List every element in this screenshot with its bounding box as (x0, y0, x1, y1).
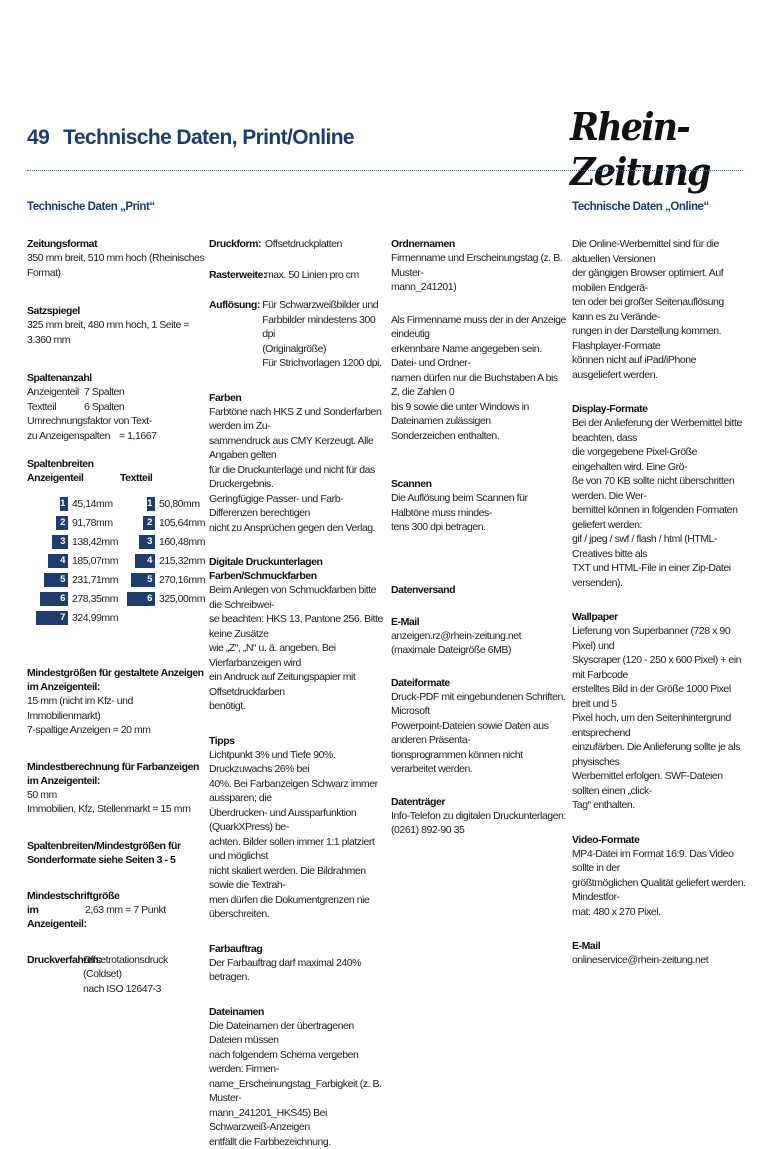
digitale-line: wie „Z“, „N“ u. ä. angeben. Bei Vierfarbanzeigen wird (209, 641, 384, 670)
anzeigenteil-width-block: 5 (44, 573, 68, 587)
farben-line: für die Druckunterlage und nicht für das Druckergebnis. (209, 463, 384, 492)
anzeigenteil-width-value: 231,71mm (72, 573, 118, 587)
textteil-header: Textteil (120, 471, 152, 485)
mindestgroessen-label-2: im Anzeigenteil: (27, 680, 207, 694)
sonderformate-label: Spaltenbreiten/Mindestgrößen für (27, 839, 207, 853)
spalten-row-key: Anzeigenteil (27, 385, 84, 400)
aufloesung-line: (Originalgröße) (262, 342, 384, 357)
anzeigenteil-width-value: 91,78mm (72, 516, 113, 530)
mindestgroessen-line: 7-spaltige Anzeigen = 20 mm (27, 723, 207, 738)
wallpaper-line: Lieferung von Superbanner (728 x 90 Pixel) und (572, 624, 747, 653)
spalten-row-key: Textteil (27, 400, 84, 415)
ordnernamen-note: namen dürfen nur die Buchstaben A bis Z, die Zahlen 0 (391, 371, 566, 400)
textteil-width-value: 215,32mm (159, 554, 205, 568)
wallpaper-label: Wallpaper (572, 610, 747, 624)
header-divider (27, 170, 743, 171)
video-line: MP4-Datei im Format 16:9. Das Video sollte in der (572, 847, 747, 876)
textteil-width-block: 1 (147, 497, 155, 511)
farbauftrag-line: Der Farbauftrag darf maximal 240% betragen. (209, 956, 384, 985)
online-intro-line: Die Online-Werbemittel sind für die aktuellen Versionen (572, 237, 747, 266)
ordnernamen-note: bis 9 sowie die unter Windows in Dateinamen zulässigen (391, 400, 566, 429)
aufloesung-line: Für Schwarzweißbilder und (262, 298, 384, 313)
online-email-address[interactable]: onlineservice@rhein-zeitung.net (572, 953, 747, 968)
tipps-line: 40%. Bei Farbanzeigen Schwarz immer aussparen; die (209, 777, 384, 806)
farbanzeigen-line: 50 mm (27, 788, 207, 803)
scannen-label: Scannen (391, 477, 566, 491)
video-line: mat: 480 x 270 Pixel. (572, 905, 747, 920)
textteil-width-block: 4 (135, 554, 155, 568)
display-line: TXT und HTML-File in einer Zip-Datei versenden). (572, 561, 747, 590)
aufloesung-label: Auflösung: (209, 298, 262, 371)
textteil-width-value: 160,48mm (159, 535, 205, 549)
farbauftrag-label: Farbauftrag (209, 942, 384, 956)
zeitungsformat-label: Zeitungsformat (27, 237, 207, 251)
tipps-line: men dürfen die Dokumentgrenzen nie überschreiten. (209, 893, 384, 922)
farben-label: Farben (209, 391, 384, 405)
dateiformate-line: Druck-PDF mit eingebundenen Schriften. Microsoft (391, 690, 566, 719)
wallpaper-line: erstelltes Bild in der Größe 1000 Pixel breit und 5 (572, 682, 747, 711)
dateiformate-line: Powerpoint-Dateien sowie Daten aus anderen Präsenta- (391, 719, 566, 748)
email-address[interactable]: anzeigen.rz@rhein-zeitung.net (391, 629, 566, 644)
farbanzeigen-line: Immobilien, Kfz, Stellenmarkt = 15 mm (27, 802, 207, 817)
ordnernamen-note: erkennbare Name angegeben sein. Datei- und Ordner- (391, 342, 566, 371)
anzeigenteil-width-block: 4 (48, 554, 68, 568)
factor-label-2: zu Anzeigenspalten (27, 429, 119, 444)
textteil-width-block: 2 (143, 516, 155, 530)
datentraeger-label: Datenträger (391, 795, 566, 809)
ordnernamen-label: Ordnernamen (391, 237, 566, 251)
druckverfahren-label: Druckverfahren: (27, 953, 83, 982)
scannen-line: Die Auflösung beim Scannen für Halbtöne muss mindes- (391, 491, 566, 520)
dateinamen-label: Dateinamen (209, 1005, 384, 1019)
anzeigenteil-width-value: 45,14mm (72, 497, 113, 511)
email-label: E-Mail (391, 615, 566, 629)
wallpaper-line: Skyscraper (120 - 250 x 600 Pixel) + ein mit Farbcode (572, 653, 747, 682)
farbanzeigen-label: Mindestberechnung für Farbanzeigen (27, 760, 207, 774)
anzeigenteil-width-value: 185,07mm (72, 554, 118, 568)
tipps-line: Lichtpunkt 3% und Tiefe 90%. Druckzuwachs 26% bei (209, 748, 384, 777)
dateiformate-label: Dateiformate (391, 676, 566, 690)
online-intro-line: können nicht auf iPad/iPhone ausgeliefert werden. (572, 353, 747, 382)
aufloesung-line: Farbbilder mindestens 300 dpi (262, 313, 384, 342)
print-column-3 (391, 237, 566, 838)
scannen-line: tens 300 dpi betragen. (391, 520, 566, 535)
digitale-line: ein Andruck auf Zeitungspapier mit Offsetdruckfarben (209, 670, 384, 699)
dateinamen-line: nach folgendem Schema vergeben werden: Firmen- (209, 1048, 384, 1077)
ordnernamen-line: mann_241201) (391, 280, 566, 295)
digitale-line: benötigt. (209, 699, 384, 714)
dateinamen-line: entfällt die Farbbezeichnung. (209, 1135, 384, 1149)
ordnernamen-note: Als Firmenname muss der in der Anzeige eindeutig (391, 313, 566, 342)
datenversand-label: Datenversand (391, 583, 566, 597)
display-line: Bei der Anlieferung der Werbemittel bitte beachten, dass (572, 416, 747, 445)
anzeigenteil-width-block: 1 (60, 497, 68, 511)
rhein-zeitung-logo: Rhein-Zeitung (570, 104, 754, 194)
farben-line: nicht zu Ansprüchen gegen den Verlag. (209, 521, 384, 536)
farbanzeigen-label-2: im Anzeigenteil: (27, 774, 207, 788)
mindestgroessen-label: Mindestgrößen für gestaltete Anzeigen (27, 666, 207, 680)
online-intro-line: rungen in der Darstellung kommen. Flashplayer-Formate (572, 324, 747, 353)
textteil-width-value: 325,00mm (159, 592, 205, 606)
page-number: 49 (27, 126, 49, 149)
video-line: größtmöglichen Qualität geliefert werden. Mindestfor- (572, 876, 747, 905)
factor-label: Umrechnungsfaktor von Text- (27, 414, 207, 429)
print-column-2 (209, 237, 384, 1149)
zeitungsformat-text: 350 mm breit, 510 mm hoch (Rheinisches Format) (27, 251, 207, 280)
ordnernamen-note: Sonderzeichen enthalten. (391, 429, 566, 444)
spalten-row-value: 7 Spalten (84, 385, 124, 400)
display-line: ße von 70 KB sollte nicht überschritten werden. Die Wer- (572, 474, 747, 503)
schrift-label-2: im Anzeigenteil: (27, 903, 85, 931)
farben-line: Farbtöne nach HKS Z und Sonderfarben werden im Zu- (209, 405, 384, 434)
datentraeger-phone: (0261) 892-90 35 (391, 823, 566, 838)
wallpaper-line: einzufärben. Die Anlieferung sollte je als physisches (572, 740, 747, 769)
textteil-width-value: 50,80mm (159, 497, 200, 511)
anzeigenteil-width-block: 7 (36, 611, 68, 625)
schrift-value: 2,63 mm = 7 Punkt (85, 903, 166, 931)
factor-value: = 1,1667 (119, 429, 157, 444)
digitale-line: se beachten: HKS 13, Pantone 256. Bitte keine Zusätze (209, 612, 384, 641)
spalten-row-value: 6 Spalten (84, 400, 124, 415)
tipps-line: nicht skaliert werden. Die Bildrahmen sowie die Textrah- (209, 864, 384, 893)
dateinamen-line: Die Dateinamen der übertragenen Dateien müssen (209, 1019, 384, 1048)
spaltenanzahl-label: Spaltenanzahl (27, 371, 207, 385)
rasterweite-value: max. 50 Linien pro cm (265, 268, 359, 283)
display-formate-label: Display-Formate (572, 402, 747, 416)
digitale-line: Beim Anlegen von Schmuckfarben bitte die Schreibwei- (209, 583, 384, 612)
textteil-width-block: 6 (127, 592, 155, 606)
print-section-title: Technische Daten „Print“ (27, 201, 155, 213)
anzeigenteil-width-block: 6 (40, 592, 68, 606)
schrift-label: Mindestschriftgröße (27, 889, 207, 903)
datentraeger-line: Info-Telefon zu digitalen Druckunterlagen: (391, 809, 566, 824)
spaltenbreiten-label: Spaltenbreiten (27, 457, 207, 471)
druckverfahren-line: Offsetrotationsdruck (Coldset) (83, 953, 207, 982)
print-column-1-lower (27, 666, 207, 996)
mindestgroessen-line: 15 mm (nicht im Kfz- und Immobilienmarkt) (27, 694, 207, 723)
page-title (27, 126, 354, 150)
textteil-width-block: 5 (131, 573, 155, 587)
textteil-width-value: 105,64mm (159, 516, 205, 530)
wallpaper-line: Pixel hoch, um den Seitenhintergrund entsprechend (572, 711, 747, 740)
online-section-title: Technische Daten „Online“ (572, 201, 709, 213)
druckform-label: Druckform: (209, 237, 265, 252)
anzeigenteil-width-value: 278,35mm (72, 592, 118, 606)
display-line: bemittel können in folgenden Formaten geliefert werden: (572, 503, 747, 532)
dateiformate-line: tionsprogrammen können nicht verarbeitet werden. (391, 748, 566, 777)
satzspiegel-text: 325 mm breit, 480 mm hoch, 1 Seite = 3.360 mm (27, 318, 207, 347)
digitale-label-2: Farben/Schmuckfarben (209, 569, 384, 583)
satzspiegel-label: Satzspiegel (27, 304, 207, 318)
dateinamen-line: mann_241201_HKS45) Bei Schwarzweiß-Anzeigen (209, 1106, 384, 1135)
dateinamen-line: name_Erscheinungstag_Farbigkeit (z. B. Muster- (209, 1077, 384, 1106)
page-title-text: Technische Daten, Print/Online (63, 126, 354, 149)
tipps-line: achten. Bilder sollen immer 1:1 platziert und möglichst (209, 835, 384, 864)
anzeigenteil-header: Anzeigenteil (27, 471, 120, 485)
ordnernamen-line: Firmenname und Erscheinungstag (z. B. Muster- (391, 251, 566, 280)
digitale-label: Digitale Druckunterlagen (209, 555, 384, 569)
druckform-value: Offsetdruckplatten (265, 237, 342, 252)
wallpaper-line: Tag“ enthalten. (572, 798, 747, 813)
druckverfahren-line: nach ISO 12647-3 (83, 982, 161, 997)
anzeigenteil-width-block: 2 (56, 516, 68, 530)
video-formate-label: Video-Formate (572, 833, 747, 847)
textteil-width-block: 3 (139, 535, 155, 549)
display-line: die vorgegebene Pixel-Größe eingehalten wird. Eine Grö- (572, 445, 747, 474)
online-intro-line: der gängigen Browser optimiert. Auf mobilen Endgerä- (572, 266, 747, 295)
print-column-1 (27, 237, 207, 485)
farben-line: Geringfügige Passer- und Farb-Differenzen berechtigen (209, 492, 384, 521)
rasterweite-label: Rasterweite: (209, 268, 265, 283)
anzeigenteil-width-value: 324,99mm (72, 611, 118, 625)
tipps-line: Überdrucken- und Aussparfunktion (QuarkXPress) be- (209, 806, 384, 835)
online-intro-line: ten oder bei großer Seitenauflösung kann es zu Verände- (572, 295, 747, 324)
anzeigenteil-width-value: 138,42mm (72, 535, 118, 549)
email-note: (maximale Dateigröße 6MB) (391, 643, 566, 658)
aufloesung-line: Für Strichvorlagen 1200 dpi. (262, 356, 384, 371)
textteil-width-value: 270,16mm (159, 573, 205, 587)
anzeigenteil-width-block: 3 (52, 535, 68, 549)
tipps-label: Tipps (209, 734, 384, 748)
textteil-stack (112, 497, 202, 627)
farben-line: sammendruck aus CMY Kerzeugt. Alle Angaben gelten (209, 434, 384, 463)
sonderformate-label-2: Sonderformate siehe Seiten 3 - 5 (27, 853, 207, 867)
online-column (572, 237, 747, 968)
display-line: gif / jpeg / swf / flash / html (HTML-Creatives bitte als (572, 532, 747, 561)
wallpaper-line: Werbemittel erfolgen. SWF-Dateien sollten einen „click- (572, 769, 747, 798)
online-email-label: E-Mail (572, 939, 747, 953)
